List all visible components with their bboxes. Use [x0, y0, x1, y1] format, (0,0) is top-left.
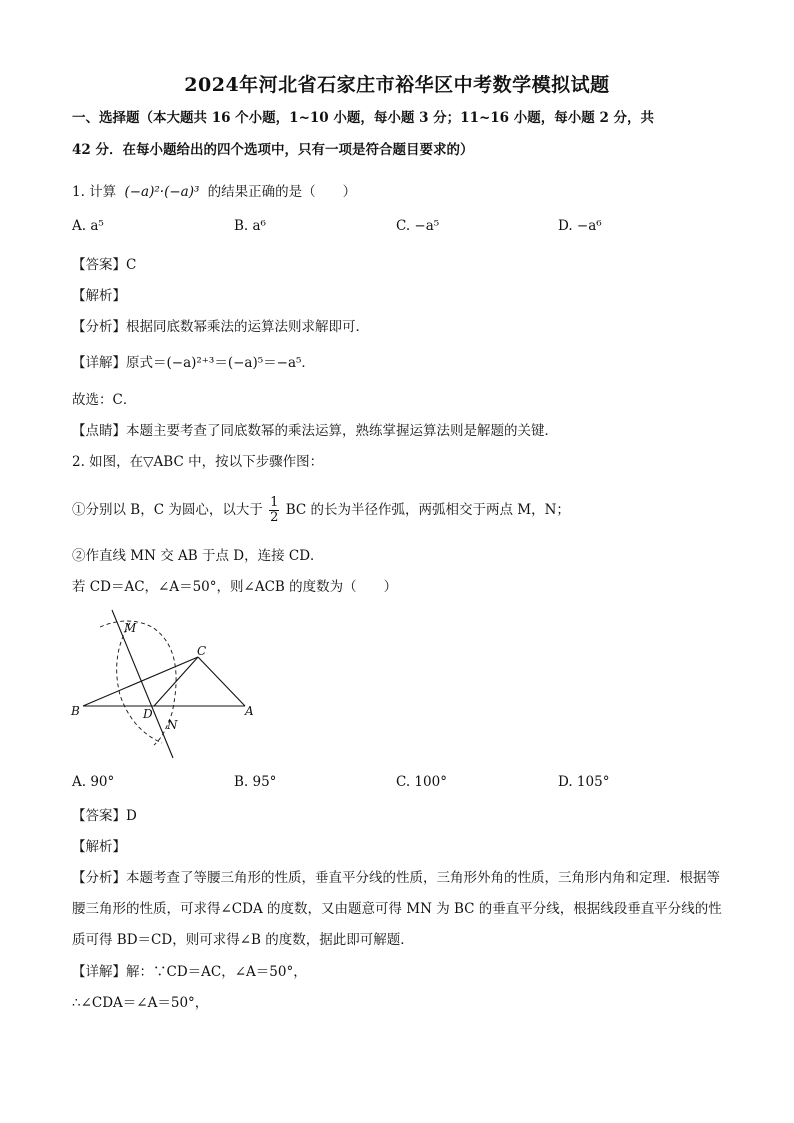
label-c: C [197, 644, 207, 658]
fraction-denominator: 2 [270, 510, 279, 525]
q1-suffix: 的结果正确的是（ ） [207, 184, 357, 200]
fraction-numerator: 1 [270, 495, 279, 510]
segment-ca [198, 657, 245, 706]
q1-expression: (−a)²·(−a)³ [124, 184, 200, 200]
label-b: B [71, 704, 80, 718]
q1-stem [72, 182, 356, 202]
line-mn [112, 610, 173, 758]
q1-xiangjie: 【详解】原式＝(−a)²⁺³＝(−a)⁵＝−a⁵． [72, 355, 315, 371]
label-d: D [143, 707, 153, 721]
q1-prefix: 1. 计算 [72, 184, 117, 200]
section-header-line-2: 42 分．在每小题给出的四个选项中，只有一项是符合题目要求的） [72, 142, 474, 158]
q2-step-2: ②作直线 MN 交 AB 于点 D，连接 CD． [72, 548, 324, 564]
q2-analysis-label: 【解析】 [72, 839, 126, 855]
q1-answer: 【答案】C [72, 257, 137, 273]
q1-guxuan: 故选：C． [72, 392, 137, 408]
q2-step-1 [72, 495, 570, 525]
q1-analysis-label: 【解析】 [72, 288, 126, 304]
q2-step-1-pre: ①分别以 B，C 为圆心，以大于 [72, 502, 263, 518]
segment-bc [83, 657, 198, 706]
q1-option-b: B. a⁶ [234, 218, 266, 234]
q1-fenxi: 【分析】根据同底数幂乘法的运算法则求解即可． [72, 319, 369, 335]
q2-answer: 【答案】D [72, 808, 137, 824]
q2-option-b: B. 95° [234, 774, 277, 790]
segment-cd [154, 657, 198, 706]
q1-dianjing: 【点睛】本题主要考查了同底数幂的乘法运算，熟练掌握运算法则是解题的关键． [72, 423, 558, 439]
arc-from-c [117, 623, 162, 743]
q2-option-d: D. 105° [558, 774, 610, 790]
one-half-fraction [269, 496, 279, 525]
q1-option-a: A. a⁵ [72, 218, 104, 234]
page-title: 2024年河北省石家庄市裕华区中考数学模拟试题 [184, 74, 610, 96]
q2-step-1-post: BC 的长为半径作弧，两弧相交于两点 M，N； [285, 502, 570, 518]
section-header-line-1: 一、选择题（本大题共 16 个小题，1~10 小题，每小题 3 分；11~16 小题，每小题 2 分，共 [72, 110, 655, 126]
q2-step-last: ∴∠CDA＝∠A＝50°， [72, 995, 209, 1011]
q2-condition: 若 CD＝AC，∠A＝50°，则∠ACB 的度数为（ ） [72, 579, 398, 595]
geometry-figure [60, 605, 280, 765]
q2-xiangjie: 【详解】解：∵CD＝AC，∠A＝50°， [72, 964, 307, 980]
q2-option-c: C. 100° [396, 774, 447, 790]
q2-stem: 2. 如图，在▽ABC 中，按以下步骤作图： [72, 454, 324, 470]
q2-option-a: A. 90° [72, 774, 115, 790]
label-n: N [167, 718, 178, 732]
label-a: A [245, 704, 254, 718]
q2-fenxi: 【分析】本题考查了等腰三角形的性质，垂直平分线的性质，三角形外角的性质，三角形内角和定理．根据等腰三角形的性质，可求得∠CDA 的度数，又由题意可得 MN 为 BC 的垂直平分线，根据线段垂直平分线的性质可得 BD＝CD，则可求得∠B 的度数，据此即可解题． [72, 870, 722, 948]
label-m: M [124, 621, 137, 635]
q1-option-d: D. −a⁶ [558, 218, 602, 234]
q1-option-c: C. −a⁵ [396, 218, 440, 234]
